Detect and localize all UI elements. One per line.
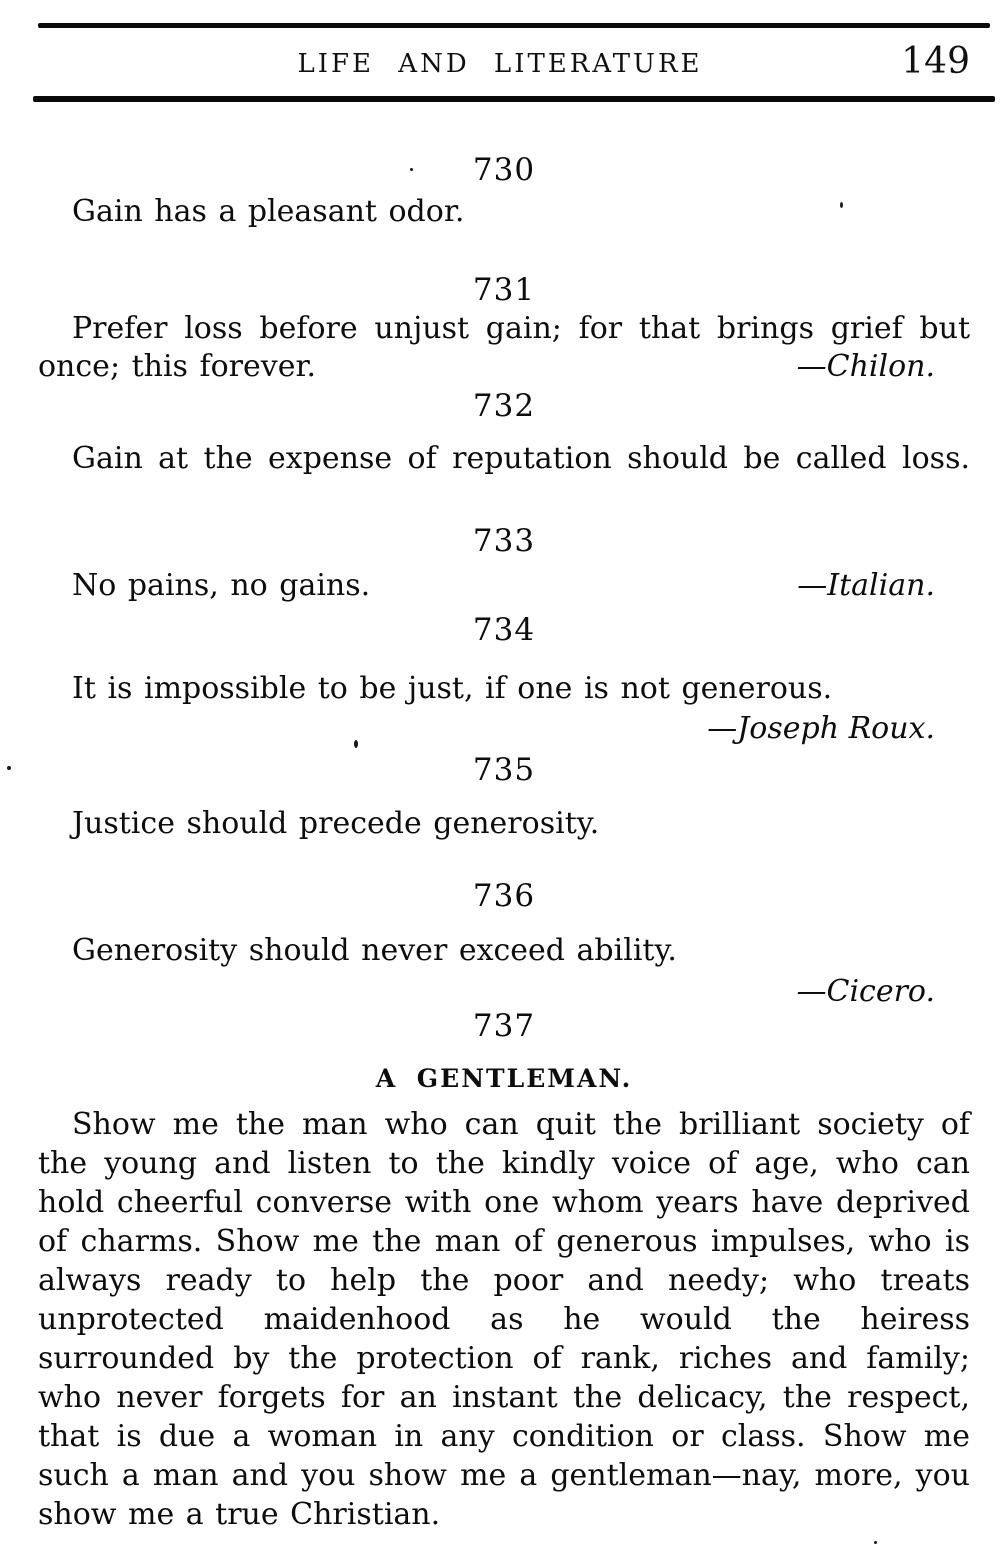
quotation-attribution-733: —Italian. (797, 568, 935, 603)
quotation-number-734: 734 (472, 612, 536, 648)
section-heading-a-gentleman: A GENTLEMAN. (375, 1064, 633, 1093)
quotation-attribution-731: —Chilon. (796, 349, 935, 384)
quotation-attribution-736: —Cicero. (796, 974, 935, 1009)
scan-speck (7, 766, 11, 770)
header-rule-top (38, 23, 990, 28)
scan-speck (410, 168, 413, 171)
quotation-number-736: 736 (472, 878, 536, 914)
scan-speck (874, 1541, 877, 1544)
quotation-text-735: Justice should precede generosity. (72, 806, 600, 841)
quotation-text-730: Gain has a pleasant odor. (72, 194, 465, 229)
quotation-number-735: 735 (472, 752, 536, 788)
quotation-number-732: 732 (472, 388, 536, 424)
quotation-attribution-734: —Joseph Roux. (707, 711, 935, 746)
quotation-731 (38, 310, 970, 386)
quotation-text-732: Gain at the expense of reputation should be called loss. (72, 441, 970, 476)
quotation-number-733: 733 (472, 523, 536, 559)
quotation-text-733: No pains, no gains. (72, 568, 371, 603)
quotation-number-737: 737 (472, 1008, 536, 1044)
quotation-text-737: Show me the man who can quit the brilliant society of the young and listen to the kindly voice of age, who can hold cheerful converse with one whom years have deprived of charms. Show me the man of generous impulses, who is always ready to help the poor and needy; who treats unprotected maidenhood as he would the heiress surrounded by the protection of rank, riches and family; who never forgets for an instant the delicacy, the respect, that is due a woman in any condition or class. Show me such a man and you show me a gentleman—nay, more, you show me a true Christian. (38, 1107, 970, 1532)
header-rule-bottom (33, 96, 995, 102)
page-content (38, 105, 970, 1534)
quotation-number-730: 730 (472, 152, 536, 188)
scan-speck (354, 740, 358, 748)
running-title: LIFE AND LITERATURE (297, 49, 703, 79)
quotation-733 (38, 567, 970, 605)
scan-speck (840, 202, 843, 208)
quotation-text-734: It is impossible to be just, if one is not generous. (72, 671, 833, 706)
page-number: 149 (901, 41, 970, 82)
quotation-number-731: 731 (472, 272, 536, 308)
quotation-text-731: Prefer loss before unjust gain; for that brings grief but once; this forever. (38, 311, 970, 384)
quotation-text-736: Generosity should never exceed ability. (72, 933, 677, 968)
